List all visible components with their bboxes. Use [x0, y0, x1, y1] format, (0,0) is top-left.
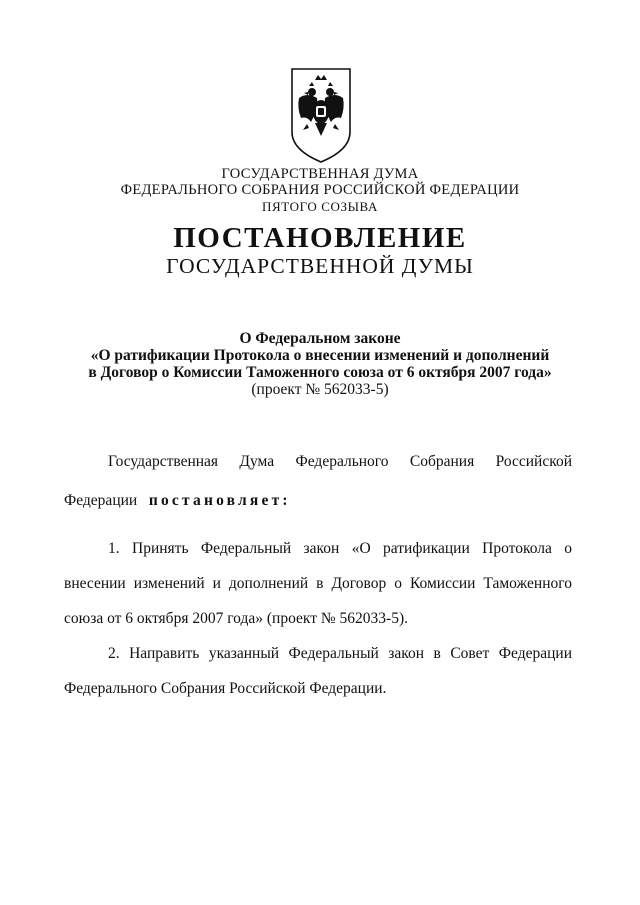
subject-line-2: «О ратификации Протокола о внесении изменений и дополнений — [90, 347, 550, 364]
decree-verb: постановляет: — [148, 492, 291, 509]
item-1-line-3: союза от 6 октября 2007 года» (проект № 562033-5). — [64, 610, 408, 627]
intro-line-1: Государственная Дума Федерального Собрания Российской — [108, 453, 572, 470]
header-line-3: ПЯТОГО СОЗЫВА — [262, 199, 378, 214]
header-line-2: ФЕДЕРАЛЬНОГО СОБРАНИЯ РОССИЙСКОЙ ФЕДЕРАЦИИ — [120, 182, 520, 198]
subject-line-3: в Договор о Комиссии Таможенного союза от 6 октября 2007 года» — [88, 364, 552, 381]
item-2-line-1: 2. Направить указанный Федеральный закон в Совет Федерации — [108, 645, 572, 662]
intro-line-2 — [64, 492, 572, 510]
subject-block — [0, 330, 640, 398]
coat-of-arms-icon — [289, 66, 353, 164]
header-line-1: ГОСУДАРСТВЕННАЯ ДУМА — [221, 166, 419, 182]
subject-line-1: О Федеральном законе — [239, 330, 401, 347]
intro-line-2-start: Федерации — [64, 492, 138, 509]
subject-line-4: (проект № 562033-5) — [251, 381, 389, 398]
document-subtitle: ГОСУДАРСТВЕННОЙ ДУМЫ — [166, 254, 474, 278]
item-2-line-2: Федерального Собрания Российской Федерации. — [64, 680, 387, 697]
item-1-line-2: внесении изменений и дополнений в Договор о Комиссии Таможенного — [64, 575, 572, 592]
item-1-line-1: 1. Принять Федеральный закон «О ратификации Протокола о — [108, 540, 572, 557]
document-title: ПОСТАНОВЛЕНИЕ — [173, 222, 467, 254]
